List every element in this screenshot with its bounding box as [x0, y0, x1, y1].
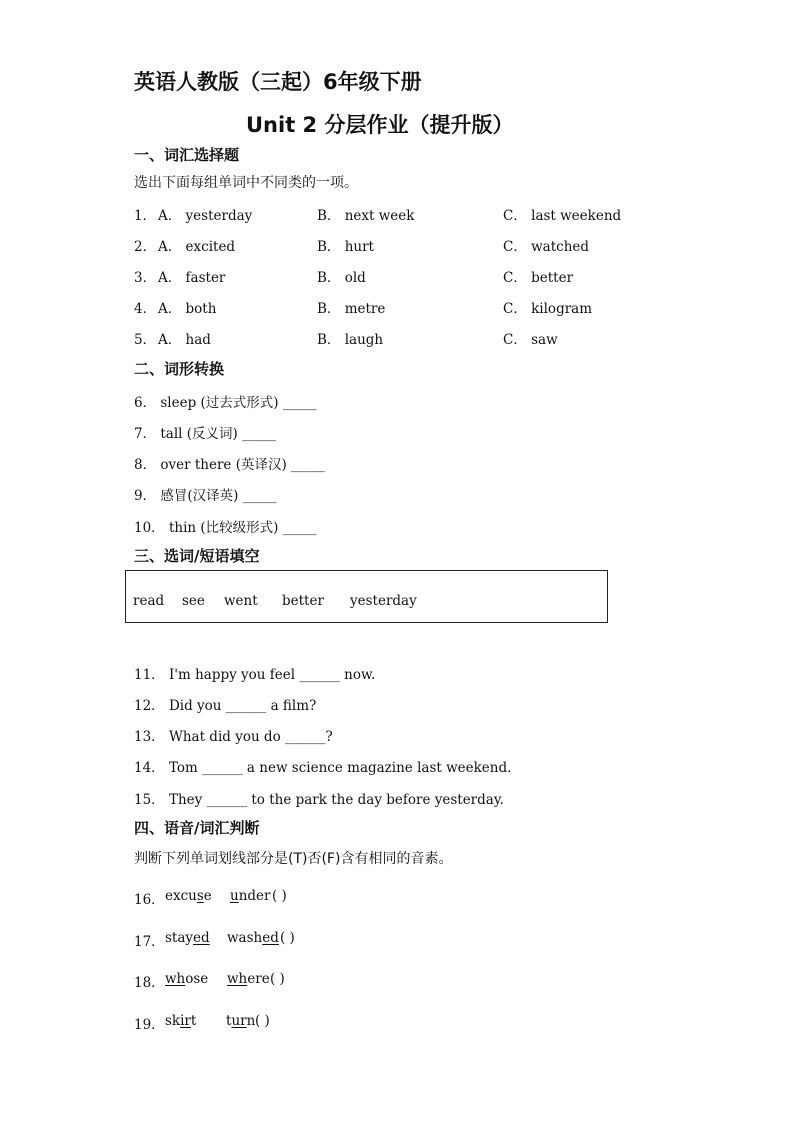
question-number: 19． — [134, 1017, 165, 1033]
word-bank-item: better — [282, 593, 324, 609]
word-bank-item: read — [133, 593, 165, 609]
underlined-part: wh — [165, 971, 186, 987]
word-2: where — [227, 971, 270, 987]
question-10: 10． thin (比较级形式) _____ — [134, 520, 317, 536]
underlined-part: ir — [180, 1013, 191, 1029]
question-number: 18． — [134, 975, 165, 991]
word-2: washed — [227, 930, 279, 946]
question-11: 11． I'm happy you feel ______ now. — [134, 667, 376, 683]
answer-parentheses: ( ) — [280, 930, 295, 946]
underlined-part: ed — [262, 930, 279, 946]
section1-instruction: 选出下面每组单词中不同类的一项。 — [134, 175, 358, 191]
option-a: A． both — [158, 301, 217, 317]
document-title: 英语人教版（三起）6年级下册 — [134, 70, 422, 94]
section3-heading: 三、选词/短语填空 — [134, 547, 260, 565]
section4-instruction: 判断下列单词划线部分是(T)否(F)含有相同的音素。 — [134, 851, 453, 867]
word-1: excuse — [165, 888, 212, 904]
word-bank-item: yesterday — [350, 593, 417, 609]
question-number: 4． — [134, 301, 157, 317]
question-number: 1． — [134, 208, 157, 224]
answer-parentheses: ( ) — [272, 888, 287, 904]
underlined-part: ur — [231, 1013, 247, 1029]
question-7: 7． tall (反义词) _____ — [134, 426, 276, 442]
word-1: stayed — [165, 930, 210, 946]
option-c: C． saw — [503, 332, 558, 348]
question-14: 14． Tom ______ a new science magazine last weekend. — [134, 760, 512, 776]
question-number: 2． — [134, 239, 157, 255]
option-b: B． hurt — [317, 239, 374, 255]
question-9: 9． 感冒(汉译英) _____ — [134, 488, 277, 504]
option-b: B． metre — [317, 301, 386, 317]
question-number: 5． — [134, 332, 157, 348]
question-12: 12． Did you ______ a film? — [134, 698, 317, 714]
underlined-part: wh — [227, 971, 248, 987]
option-a: A． had — [158, 332, 211, 348]
word-bank-item: see — [182, 593, 205, 609]
document-subtitle: Unit 2 分层作业（提升版） — [246, 113, 514, 137]
question-number: 17． — [134, 934, 165, 950]
word-bank-box — [125, 570, 608, 623]
option-a: A． faster — [158, 270, 226, 286]
word-1: skirt — [165, 1013, 197, 1029]
option-c: C． watched — [503, 239, 590, 255]
option-c: C． kilogram — [503, 301, 593, 317]
answer-parentheses: ( ) — [255, 1013, 270, 1029]
word-2: turn — [226, 1013, 256, 1029]
option-b: B． next week — [317, 208, 415, 224]
option-c: C． last weekend — [503, 208, 622, 224]
option-b: B． laugh — [317, 332, 384, 348]
underlined-part: u — [230, 888, 239, 904]
word-bank-item: went — [224, 593, 258, 609]
option-b: B． old — [317, 270, 366, 286]
section2-heading: 二、词形转换 — [134, 360, 225, 378]
option-a: A． yesterday — [158, 208, 253, 224]
section4-heading: 四、语音/词汇判断 — [134, 819, 260, 837]
underlined-part: ed — [193, 930, 210, 946]
underlined-part: s — [196, 888, 204, 904]
option-a: A． excited — [158, 239, 236, 255]
question-number: 3． — [134, 270, 157, 286]
question-number: 16． — [134, 892, 165, 908]
section1-heading: 一、词汇选择题 — [134, 146, 240, 164]
option-c: C． better — [503, 270, 574, 286]
word-2: under — [230, 888, 271, 904]
question-6: 6． sleep (过去式形式) _____ — [134, 395, 317, 411]
word-1: whose — [165, 971, 209, 987]
question-8: 8． over there (英译汉) _____ — [134, 457, 325, 473]
question-13: 13． What did you do ______? — [134, 729, 333, 745]
question-15: 15． They ______ to the park the day before yesterday. — [134, 792, 504, 808]
answer-parentheses: ( ) — [270, 971, 285, 987]
